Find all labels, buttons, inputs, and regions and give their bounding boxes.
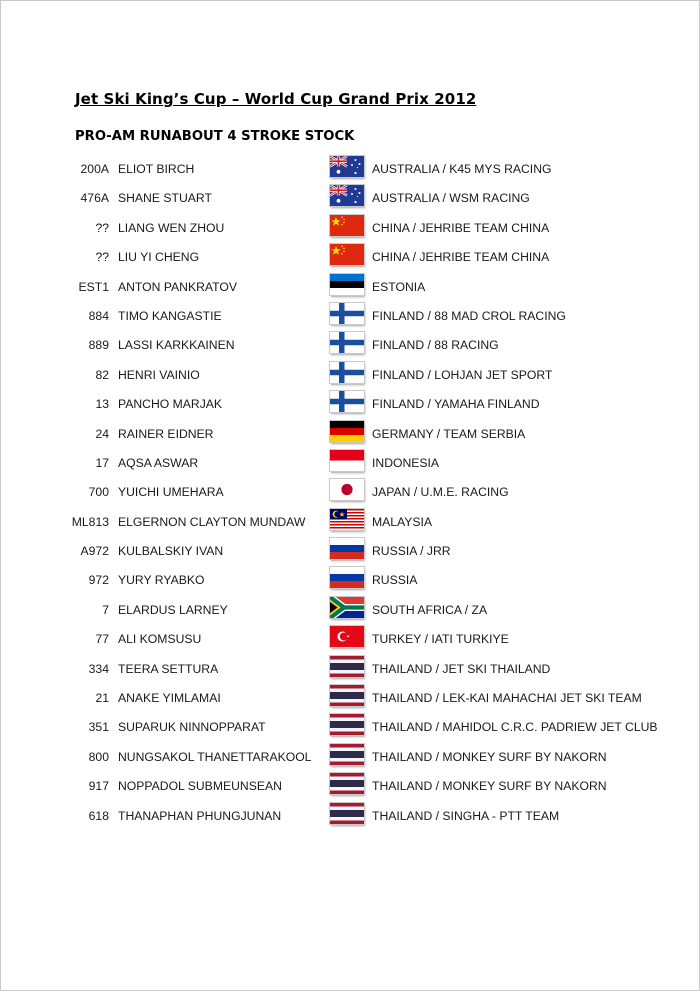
racer-number: 334 xyxy=(88,661,109,676)
racer-number: ML813 xyxy=(71,514,109,529)
south-africa-flag-icon xyxy=(330,597,364,618)
racer-name: YUICHI UMEHARA xyxy=(118,485,224,500)
racer-country-team: THAILAND / JET SKI THAILAND xyxy=(372,661,551,676)
turkey-flag-icon xyxy=(330,626,364,647)
racer-number: 889 xyxy=(88,338,109,353)
thailand-flag-icon xyxy=(330,773,364,794)
entry-row xyxy=(1,271,700,300)
racer-country-team: THAILAND / LEK-KAI MAHACHAI JET SKI TEAM xyxy=(372,691,642,706)
racer-number: 351 xyxy=(88,720,109,735)
china-flag-icon xyxy=(330,215,364,236)
entry-row xyxy=(1,506,700,535)
racer-name: NOPPADOL SUBMEUNSEAN xyxy=(118,779,282,794)
racer-number: 200A xyxy=(80,162,109,176)
racer-number: 13 xyxy=(95,397,109,412)
racer-number: 24 xyxy=(95,426,109,441)
russia-flag-icon xyxy=(330,538,364,559)
entry-row xyxy=(1,800,700,829)
racer-name: THANAPHAN PHUNGJUNAN xyxy=(118,808,282,823)
finland-flag-icon xyxy=(330,362,364,383)
racer-name: ELIOT BIRCH xyxy=(118,162,195,176)
racer-country-team: MALAYSIA xyxy=(372,514,433,529)
racer-country-team: FINLAND / YAMAHA FINLAND xyxy=(372,397,540,412)
racer-name: LIU YI CHENG xyxy=(118,250,200,265)
entry-row xyxy=(1,623,700,652)
japan-flag-icon xyxy=(330,479,364,500)
entry-row xyxy=(1,711,700,740)
racer-number: A972 xyxy=(80,544,109,559)
entry-row xyxy=(1,476,700,505)
estonia-flag-icon xyxy=(330,274,364,295)
entry-row xyxy=(1,594,700,623)
racer-country-team: ESTONIA xyxy=(372,279,426,294)
racer-name: RAINER EIDNER xyxy=(118,426,214,441)
racer-number: 972 xyxy=(88,573,109,588)
entry-row xyxy=(1,770,700,799)
racer-name: TIMO KANGASTIE xyxy=(118,308,222,323)
racer-country-team: CHINA / JEHRIBE TEAM CHINA xyxy=(372,250,550,265)
china-flag-icon xyxy=(330,244,364,265)
thailand-flag-icon xyxy=(330,714,364,735)
entry-row xyxy=(1,682,700,711)
racer-number: 476A xyxy=(80,191,109,206)
racer-country-team: CHINA / JEHRIBE TEAM CHINA xyxy=(372,220,550,235)
australia-flag-icon xyxy=(330,185,364,206)
racer-country-team: THAILAND / SINGHA - PTT TEAM xyxy=(372,808,560,823)
racer-name: SHANE STUART xyxy=(118,191,212,206)
racer-number: 21 xyxy=(95,691,109,706)
entry-row xyxy=(1,182,700,211)
racer-country-team: INDONESIA xyxy=(372,455,440,470)
entry-row xyxy=(1,418,700,447)
document-title: Jet Ski King’s Cup – World Cup Grand Prix 2012 xyxy=(75,90,477,108)
racer-country-team: FINLAND / LOHJAN JET SPORT xyxy=(372,367,553,382)
entry-row xyxy=(1,212,700,241)
finland-flag-icon xyxy=(330,332,364,353)
entry-row xyxy=(1,535,700,564)
racer-number: 884 xyxy=(88,308,109,323)
racer-number: 917 xyxy=(88,779,109,794)
racer-name: NUNGSAKOL THANETTARAKOOL xyxy=(118,749,312,764)
racer-number: 7 xyxy=(102,602,109,617)
entry-list xyxy=(1,153,700,829)
entry-row xyxy=(1,564,700,593)
racer-number: 800 xyxy=(88,749,109,764)
racer-country-team: THAILAND / MONKEY SURF BY NAKORN xyxy=(372,779,607,794)
racer-country-team: THAILAND / MONKEY SURF BY NAKORN xyxy=(372,749,607,764)
racer-country-team: THAILAND / MAHIDOL C.R.C. PADRIEW JET CLUB xyxy=(372,720,658,735)
racer-country-team: FINLAND / 88 RACING xyxy=(372,338,499,353)
australia-flag-icon xyxy=(330,156,364,177)
racer-name: ANAKE YIMLAMAI xyxy=(118,691,221,706)
category-heading: PRO-AM RUNABOUT 4 STROKE STOCK xyxy=(75,129,355,144)
finland-flag-icon xyxy=(330,391,364,412)
racer-country-team: JAPAN / U.M.E. RACING xyxy=(372,485,509,500)
entry-row xyxy=(1,241,700,270)
racer-country-team: RUSSIA / JRR xyxy=(372,544,451,559)
entry-row xyxy=(1,300,700,329)
racer-number: ?? xyxy=(95,250,109,265)
racer-name: YURY RYABKO xyxy=(118,573,205,588)
racer-number: 618 xyxy=(88,808,109,823)
entry-row xyxy=(1,447,700,476)
racer-number: 77 xyxy=(95,632,109,647)
thailand-flag-icon xyxy=(330,685,364,706)
indonesia-flag-icon xyxy=(330,450,364,471)
racer-name: KULBALSKIY IVAN xyxy=(118,544,224,559)
racer-country-team: SOUTH AFRICA / ZA xyxy=(372,602,488,617)
thailand-flag-icon xyxy=(330,656,364,677)
thailand-flag-icon xyxy=(330,744,364,765)
racer-number: 82 xyxy=(95,367,109,382)
racer-country-team: RUSSIA xyxy=(372,573,418,588)
racer-number: 700 xyxy=(88,485,109,500)
entry-row xyxy=(1,741,700,770)
entry-row xyxy=(1,388,700,417)
racer-name: PANCHO MARJAK xyxy=(118,397,223,412)
racer-name: TEERA SETTURA xyxy=(118,661,219,676)
racer-name: ANTON PANKRATOV xyxy=(118,279,237,294)
racer-name: ELARDUS LARNEY xyxy=(118,602,228,617)
russia-flag-icon xyxy=(330,567,364,588)
racer-number: 17 xyxy=(95,455,109,470)
racer-country-team: AUSTRALIA / WSM RACING xyxy=(372,191,530,206)
germany-flag-icon xyxy=(330,421,364,442)
racer-name: AQSA ASWAR xyxy=(118,455,199,470)
racer-country-team: GERMANY / TEAM SERBIA xyxy=(372,426,526,441)
racer-name: ELGERNON CLAYTON MUNDAW xyxy=(118,514,306,529)
racer-name: LASSI KARKKAINEN xyxy=(118,338,235,353)
racer-country-team: AUSTRALIA / K45 MYS RACING xyxy=(372,162,552,176)
entry-row xyxy=(1,653,700,682)
racer-number: ?? xyxy=(95,220,109,235)
racer-name: LIANG WEN ZHOU xyxy=(118,220,225,235)
entry-row xyxy=(1,359,700,388)
racer-country-team: FINLAND / 88 MAD CROL RACING xyxy=(372,308,566,323)
racer-name: ALI KOMSUSU xyxy=(118,632,202,647)
racer-name: SUPARUK NINNOPPARAT xyxy=(118,720,266,735)
racer-country-team: TURKEY / IATI TURKIYE xyxy=(372,632,509,647)
racer-number: EST1 xyxy=(78,279,109,294)
entry-row xyxy=(1,329,700,358)
finland-flag-icon xyxy=(330,303,364,324)
racer-name: HENRI VAINIO xyxy=(118,367,200,382)
malaysia-flag-icon xyxy=(330,509,364,530)
entry-row xyxy=(1,153,700,182)
thailand-flag-icon xyxy=(330,803,364,824)
